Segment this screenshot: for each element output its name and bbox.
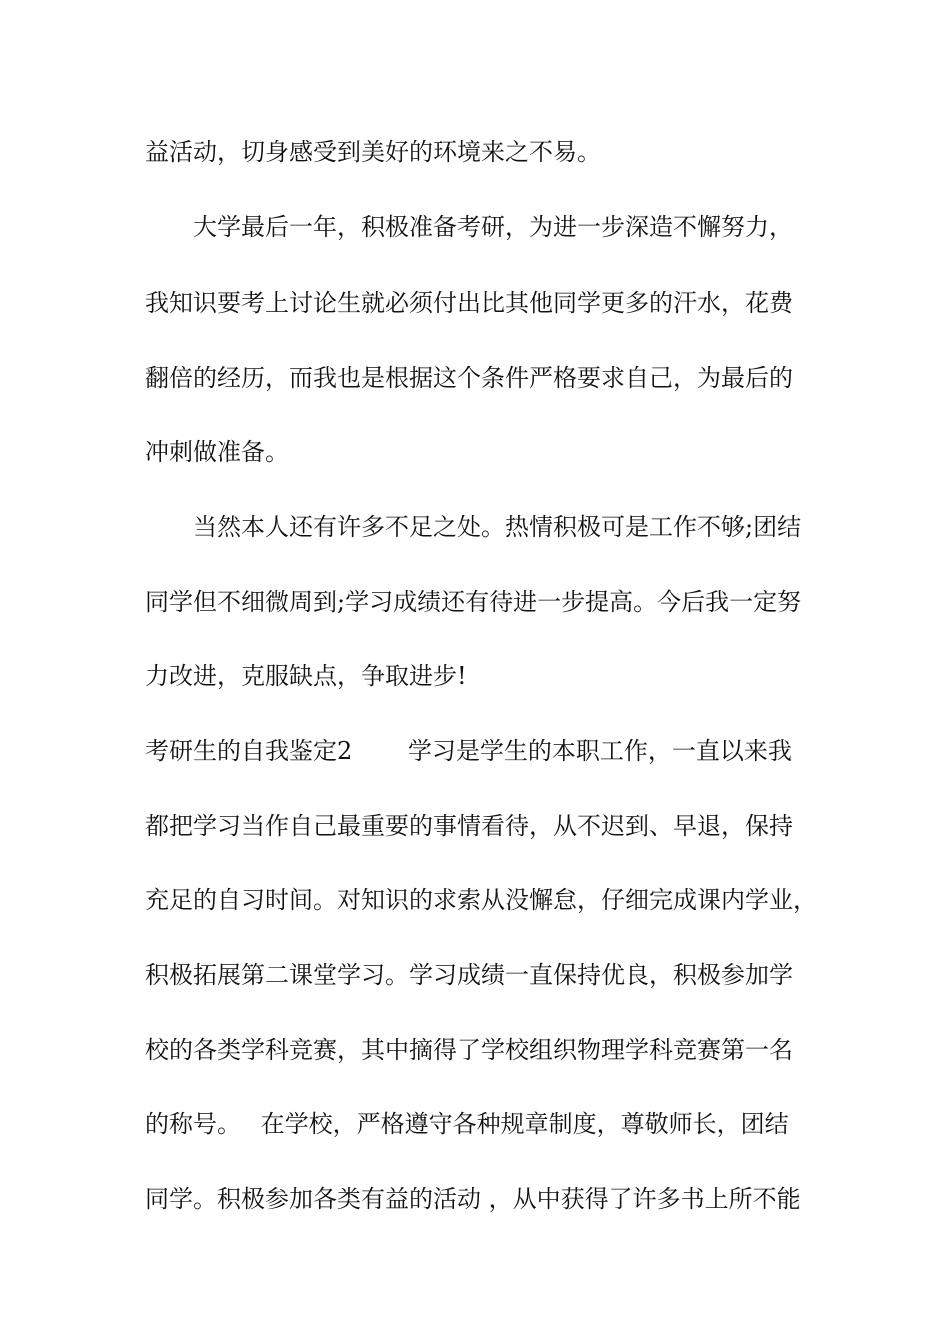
text-line: 同学。积极参加各类有益的活动 ，从中获得了许多书上所不能 (145, 1185, 801, 1213)
text-line: 我知识要考上讨论生就必须付出比其他同学更多的汗水，花费 (145, 289, 793, 317)
text-line: 校的各类学科竞赛，其中摘得了学校组织物理学科竞赛第一名 (145, 1036, 793, 1064)
text-line: 的称号。 在学校，严格遵守各种规章制度，尊敬师长，团结 (145, 1110, 789, 1138)
text-line: 充足的自习时间。对知识的求索从没懈怠，仔细完成课内学业， (145, 886, 817, 914)
paragraph-start-line: 大学最后一年，积极准备考研，为进一步深造不懈努力， (193, 213, 793, 241)
text-line: 翻倍的经历，而我也是根据这个条件严格要求自己，为最后的 (145, 364, 793, 392)
text-line: 益活动，切身感受到美好的环境来之不易。 (145, 138, 601, 166)
text-line: 冲刺做准备。 (145, 438, 289, 466)
text-line: 同学但不细微周到;学习成绩还有待进一步提高。今后我一定努 (145, 588, 802, 616)
text-line: 力改进，克服缺点，争取进步! (145, 662, 467, 690)
text-line: 积极拓展第二课堂学习。学习成绩一直保持优良，积极参加学 (145, 961, 793, 989)
text-line: 都把学习当作自己最重要的事情看待，从不迟到、早退，保持 (145, 812, 793, 840)
section-heading-line: 考研生的自我鉴定2 学习是学生的本职工作，一直以来我 (145, 737, 792, 765)
paragraph-start-line: 当然本人还有许多不足之处。热情积极可是工作不够;团结 (193, 513, 802, 541)
